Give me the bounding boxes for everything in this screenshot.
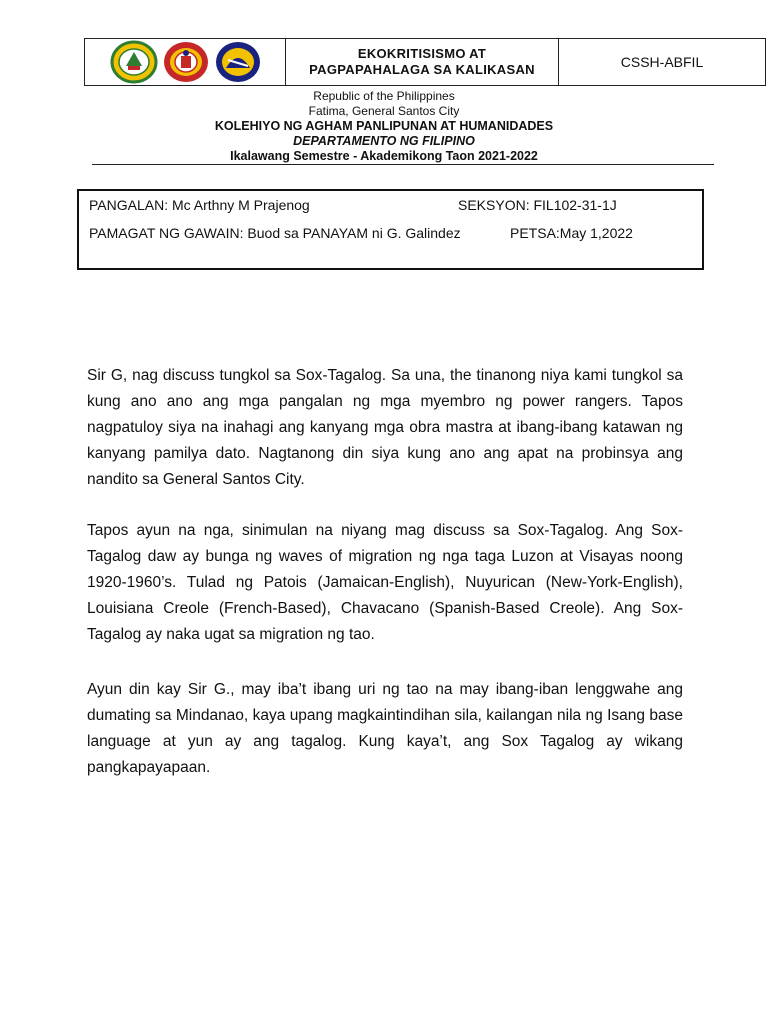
info-row <box>89 225 692 243</box>
department-seal-icon <box>214 40 262 84</box>
college-seal-icon <box>162 40 210 84</box>
course-title-line1: EKOKRITISISMO AT <box>357 46 487 61</box>
activity-title: PAMAGAT NG GAWAIN: Buod sa PANAYAM ni G. Galindez <box>89 225 461 241</box>
body-paragraph-1: Sir G, nag discuss tungkol sa Sox-Tagalog. Sa una, the tinanong niya kami tungkol sa kung ano ano ang mga pangalan ng mga myembro ng power rangers. Tapos nagpatuloy siya na inahagi ang kanyang mga obra mastra at ibang-ibang katawan ng kanyang pamilya dato. Nagtanong din siya kung ano ang apat na probinsya ang nandito sa General Santos City. <box>87 367 683 488</box>
course-title <box>286 39 559 85</box>
body-paragraph-2: Tapos ayun na nga, sinimulan na niyang mag discuss sa Sox-Tagalog. Ang Sox-Tagalog daw ay bunga ng waves of migration ng nga taga Luzon at Visayas noong 1920-1960’s. Tulad ng Patois (Jamaican-English), Nuyurican (New-York-English), Louisiana Creole (French-Based), Chavacano (Spanish-Based Creole). Ang Sox-Tagalog ay naka ugat sa migration ng tao. <box>87 522 683 643</box>
body-paragraph-3: Ayun din kay Sir G., may iba’t ibang uri ng tao na may ibang-iban lenggwahe ang dumating sa Mindanao, kaya upang magkaintindihan sila, kailangan nila ng Isang base language at yun ay ang tagalog. Kung kaya’t, ang Sox Tagalog ay wikang pangkapayapaan. <box>87 681 683 776</box>
republic-line: Republic of the Philippines <box>313 89 455 103</box>
info-row <box>89 197 692 215</box>
header-divider <box>92 164 714 165</box>
department-line: DEPARTAMENTO NG FILIPINO <box>293 134 475 148</box>
semester-line: Ikalawang Semestre - Akademikong Taon 2021-2022 <box>230 149 538 163</box>
date-field: PETSA:May 1,2022 <box>510 225 633 241</box>
course-code: CSSH-ABFIL <box>620 54 704 70</box>
college-line: KOLEHIYO NG AGHAM PANLIPUNAN AT HUMANIDADES <box>214 119 554 133</box>
student-info-box <box>77 189 704 270</box>
header-table <box>84 38 766 86</box>
course-title-line2: PAGPAPAHALAGA SA KALIKASAN <box>309 62 535 77</box>
location-line: Fatima, General Santos City <box>308 104 460 118</box>
student-name: PANGALAN: Mc Arthny M Prajenog <box>89 197 310 213</box>
section-field: SEKSYON: FIL102-31-1J <box>458 197 617 213</box>
logo-group <box>85 39 286 85</box>
university-seal-icon <box>110 40 158 84</box>
